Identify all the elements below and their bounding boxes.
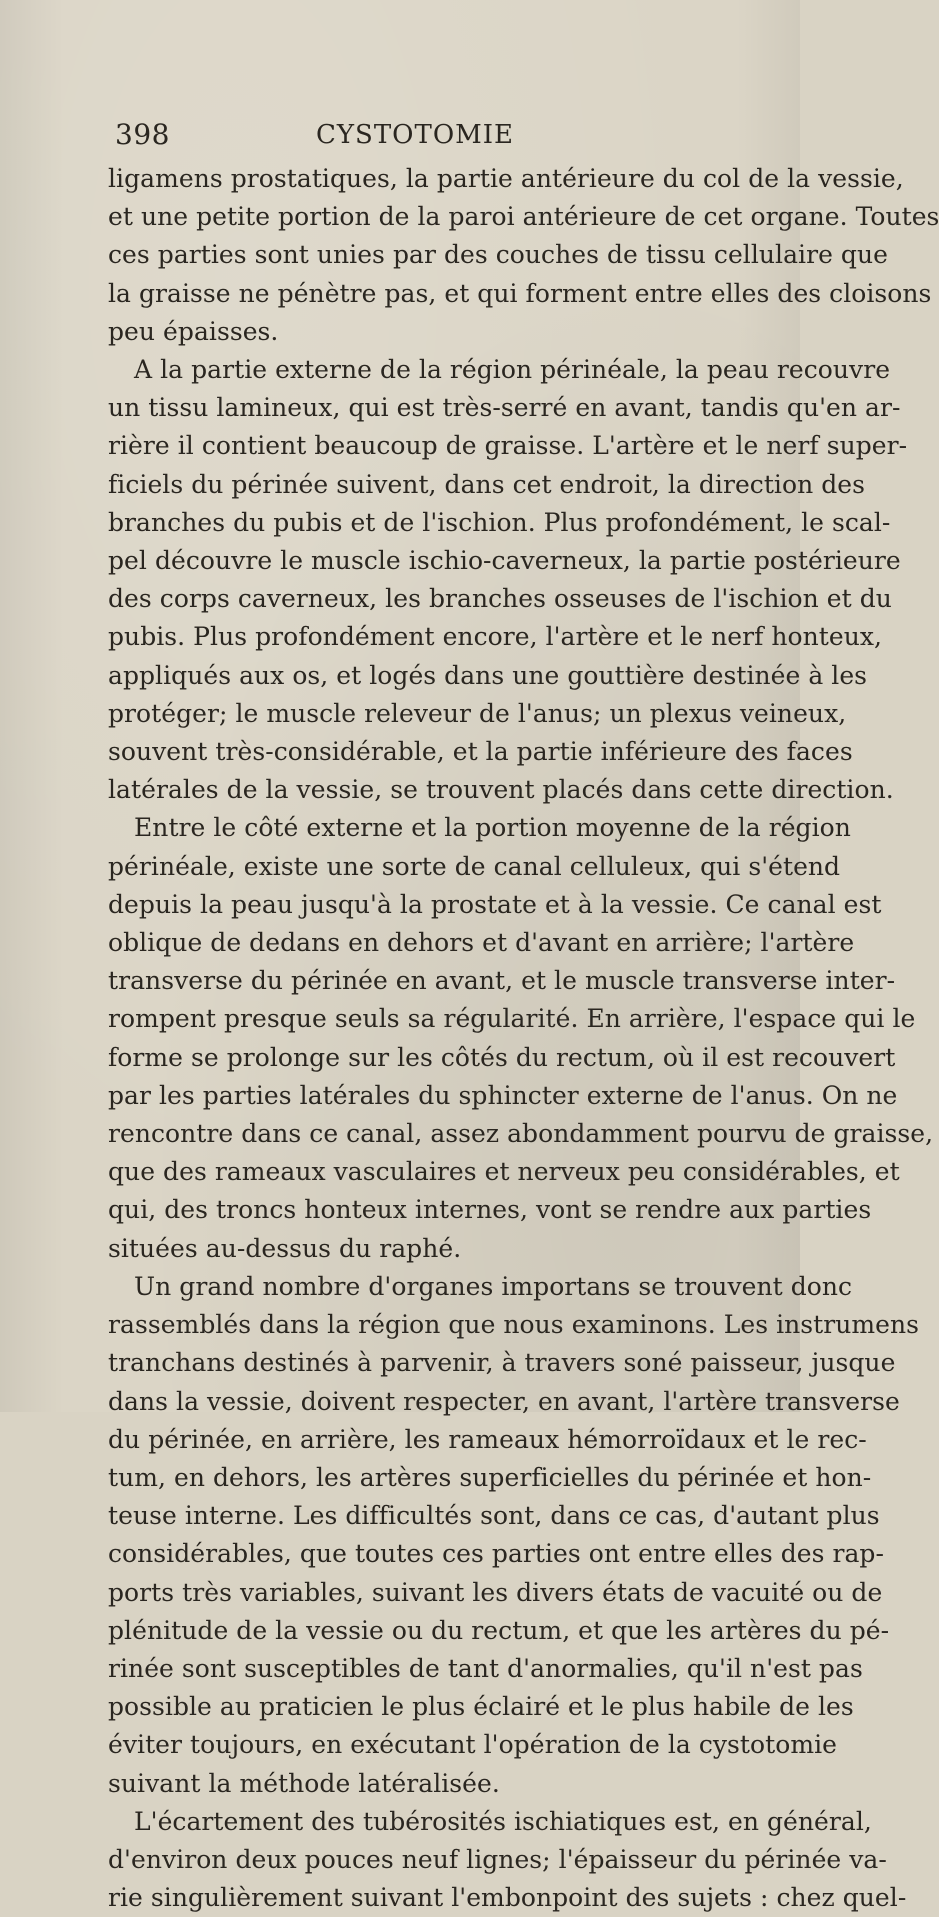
text-line: rie singulièrement suivant l'embonpoint des sujets : chez quel- [108, 1883, 907, 1913]
text-line: dans la vessie, doivent respecter, en avant, l'artère transverse [108, 1386, 900, 1416]
text-line: éviter toujours, en exécutant l'opération de la cystotomie [108, 1730, 837, 1760]
text-line: suivant la méthode latéralisée. [108, 1768, 500, 1798]
text-line: du périnée, en arrière, les rameaux hémorroïdaux et le rec- [108, 1424, 867, 1454]
text-line: transverse du périnée en avant, et le muscle transverse inter- [108, 966, 896, 996]
text-line: tranchans destinés à parvenir, à travers soné paisseur, jusque [108, 1348, 896, 1378]
text-line: périnéale, existe une sorte de canal celluleux, qui s'étend [108, 851, 841, 881]
text-line: appliqués aux os, et logés dans une gouttière destinée à les [108, 660, 868, 690]
text-line: rassemblés dans la région que nous examinons. Les instrumens [108, 1310, 920, 1340]
text-line: Entre le côté externe et la portion moyenne de la région [134, 813, 851, 843]
text-line: la graisse ne pénètre pas, et qui forment entre elles des cloisons [108, 278, 932, 308]
text-line: ficiels du périnée suivent, dans cet endroit, la direction des [108, 469, 866, 499]
text-line: pubis. Plus profondément encore, l'artère et le nerf honteux, [108, 622, 883, 652]
text-line: un tissu lamineux, qui est très-serré en avant, tandis qu'en ar- [108, 393, 901, 423]
text-line: que des rameaux vasculaires et nerveux peu considérables, et [108, 1157, 900, 1187]
text-line: des corps caverneux, les branches osseuses de l'ischion et du [108, 584, 892, 614]
paragraph [108, 1268, 920, 1803]
text-line: ports très variables, suivant les divers états de vacuité ou de [108, 1577, 883, 1607]
body-text [108, 160, 939, 1917]
text-line: pel découvre le muscle ischio-caverneux, la partie postérieure [108, 546, 901, 576]
text-line: considérables, que toutes ces parties ont entre elles des rap- [108, 1539, 884, 1569]
text-line: plénitude de la vessie ou du rectum, et que les artères du pé- [108, 1615, 890, 1645]
text-line: et une petite portion de la paroi antérieure de cet organe. Toutes [108, 202, 939, 232]
text-line: forme se prolonge sur les côtés du rectum, où il est recouvert [108, 1042, 896, 1072]
page-header [115, 118, 715, 158]
text-line: ligamens prostatiques, la partie antérieure du col de la vessie, [108, 164, 904, 193]
text-line: par les parties latérales du sphincter externe de l'anus. On ne [108, 1080, 898, 1110]
text-line: rencontre dans ce canal, assez abondamment pourvu de graisse, [108, 1119, 934, 1149]
text-line: peu épaisses. [108, 316, 279, 346]
text-line: rière il contient beaucoup de graisse. L'artère et le nerf super- [108, 431, 908, 461]
paragraph [108, 1803, 907, 1917]
paragraph [108, 351, 908, 809]
text-line: A la partie externe de la région périnéale, la peau recouvre [134, 355, 891, 385]
text-line: Un grand nombre d'organes importans se trouvent donc [134, 1271, 853, 1301]
running-title: CYSTOTOMIE [315, 120, 515, 150]
text-line: oblique de dedans en dehors et d'avant en arrière; l'artère [108, 928, 855, 958]
paragraph [108, 160, 939, 351]
text-line: situées au-dessus du raphé. [108, 1233, 462, 1263]
text-line: protéger; le muscle releveur de l'anus; un plexus veineux, [108, 698, 847, 728]
text-line: ces parties sont unies par des couches de tissu cellulaire que [108, 240, 888, 270]
text-line: tum, en dehors, les artères superficielles du périnée et hon- [108, 1462, 872, 1492]
text-line: depuis la peau jusqu'à la prostate et à la vessie. Ce canal est [108, 889, 882, 919]
text-line: souvent très-considérable, et la partie inférieure des faces [108, 737, 853, 767]
text-line: branches du pubis et de l'ischion. Plus profondément, le scal- [108, 507, 891, 537]
text-line: possible au praticien le plus éclairé et le plus habile de les [108, 1692, 854, 1722]
text-line: qui, des troncs honteux internes, vont se rendre aux parties [108, 1195, 872, 1225]
text-line: latérales de la vessie, se trouvent placés dans cette direction. [108, 775, 894, 805]
text-line: rinée sont susceptibles de tant d'anormalies, qu'il n'est pas [108, 1653, 863, 1683]
page-number: 398 [115, 118, 170, 151]
text-line: d'environ deux pouces neuf lignes; l'épaisseur du périnée va- [108, 1844, 887, 1874]
text-line: rompent presque seuls sa régularité. En arrière, l'espace qui le [108, 1004, 916, 1034]
text-line: L'écartement des tubérosités ischiatiques est, en général, [134, 1806, 872, 1836]
paragraph [108, 809, 934, 1267]
text-line: teuse interne. Les difficultés sont, dans ce cas, d'autant plus [108, 1501, 880, 1531]
